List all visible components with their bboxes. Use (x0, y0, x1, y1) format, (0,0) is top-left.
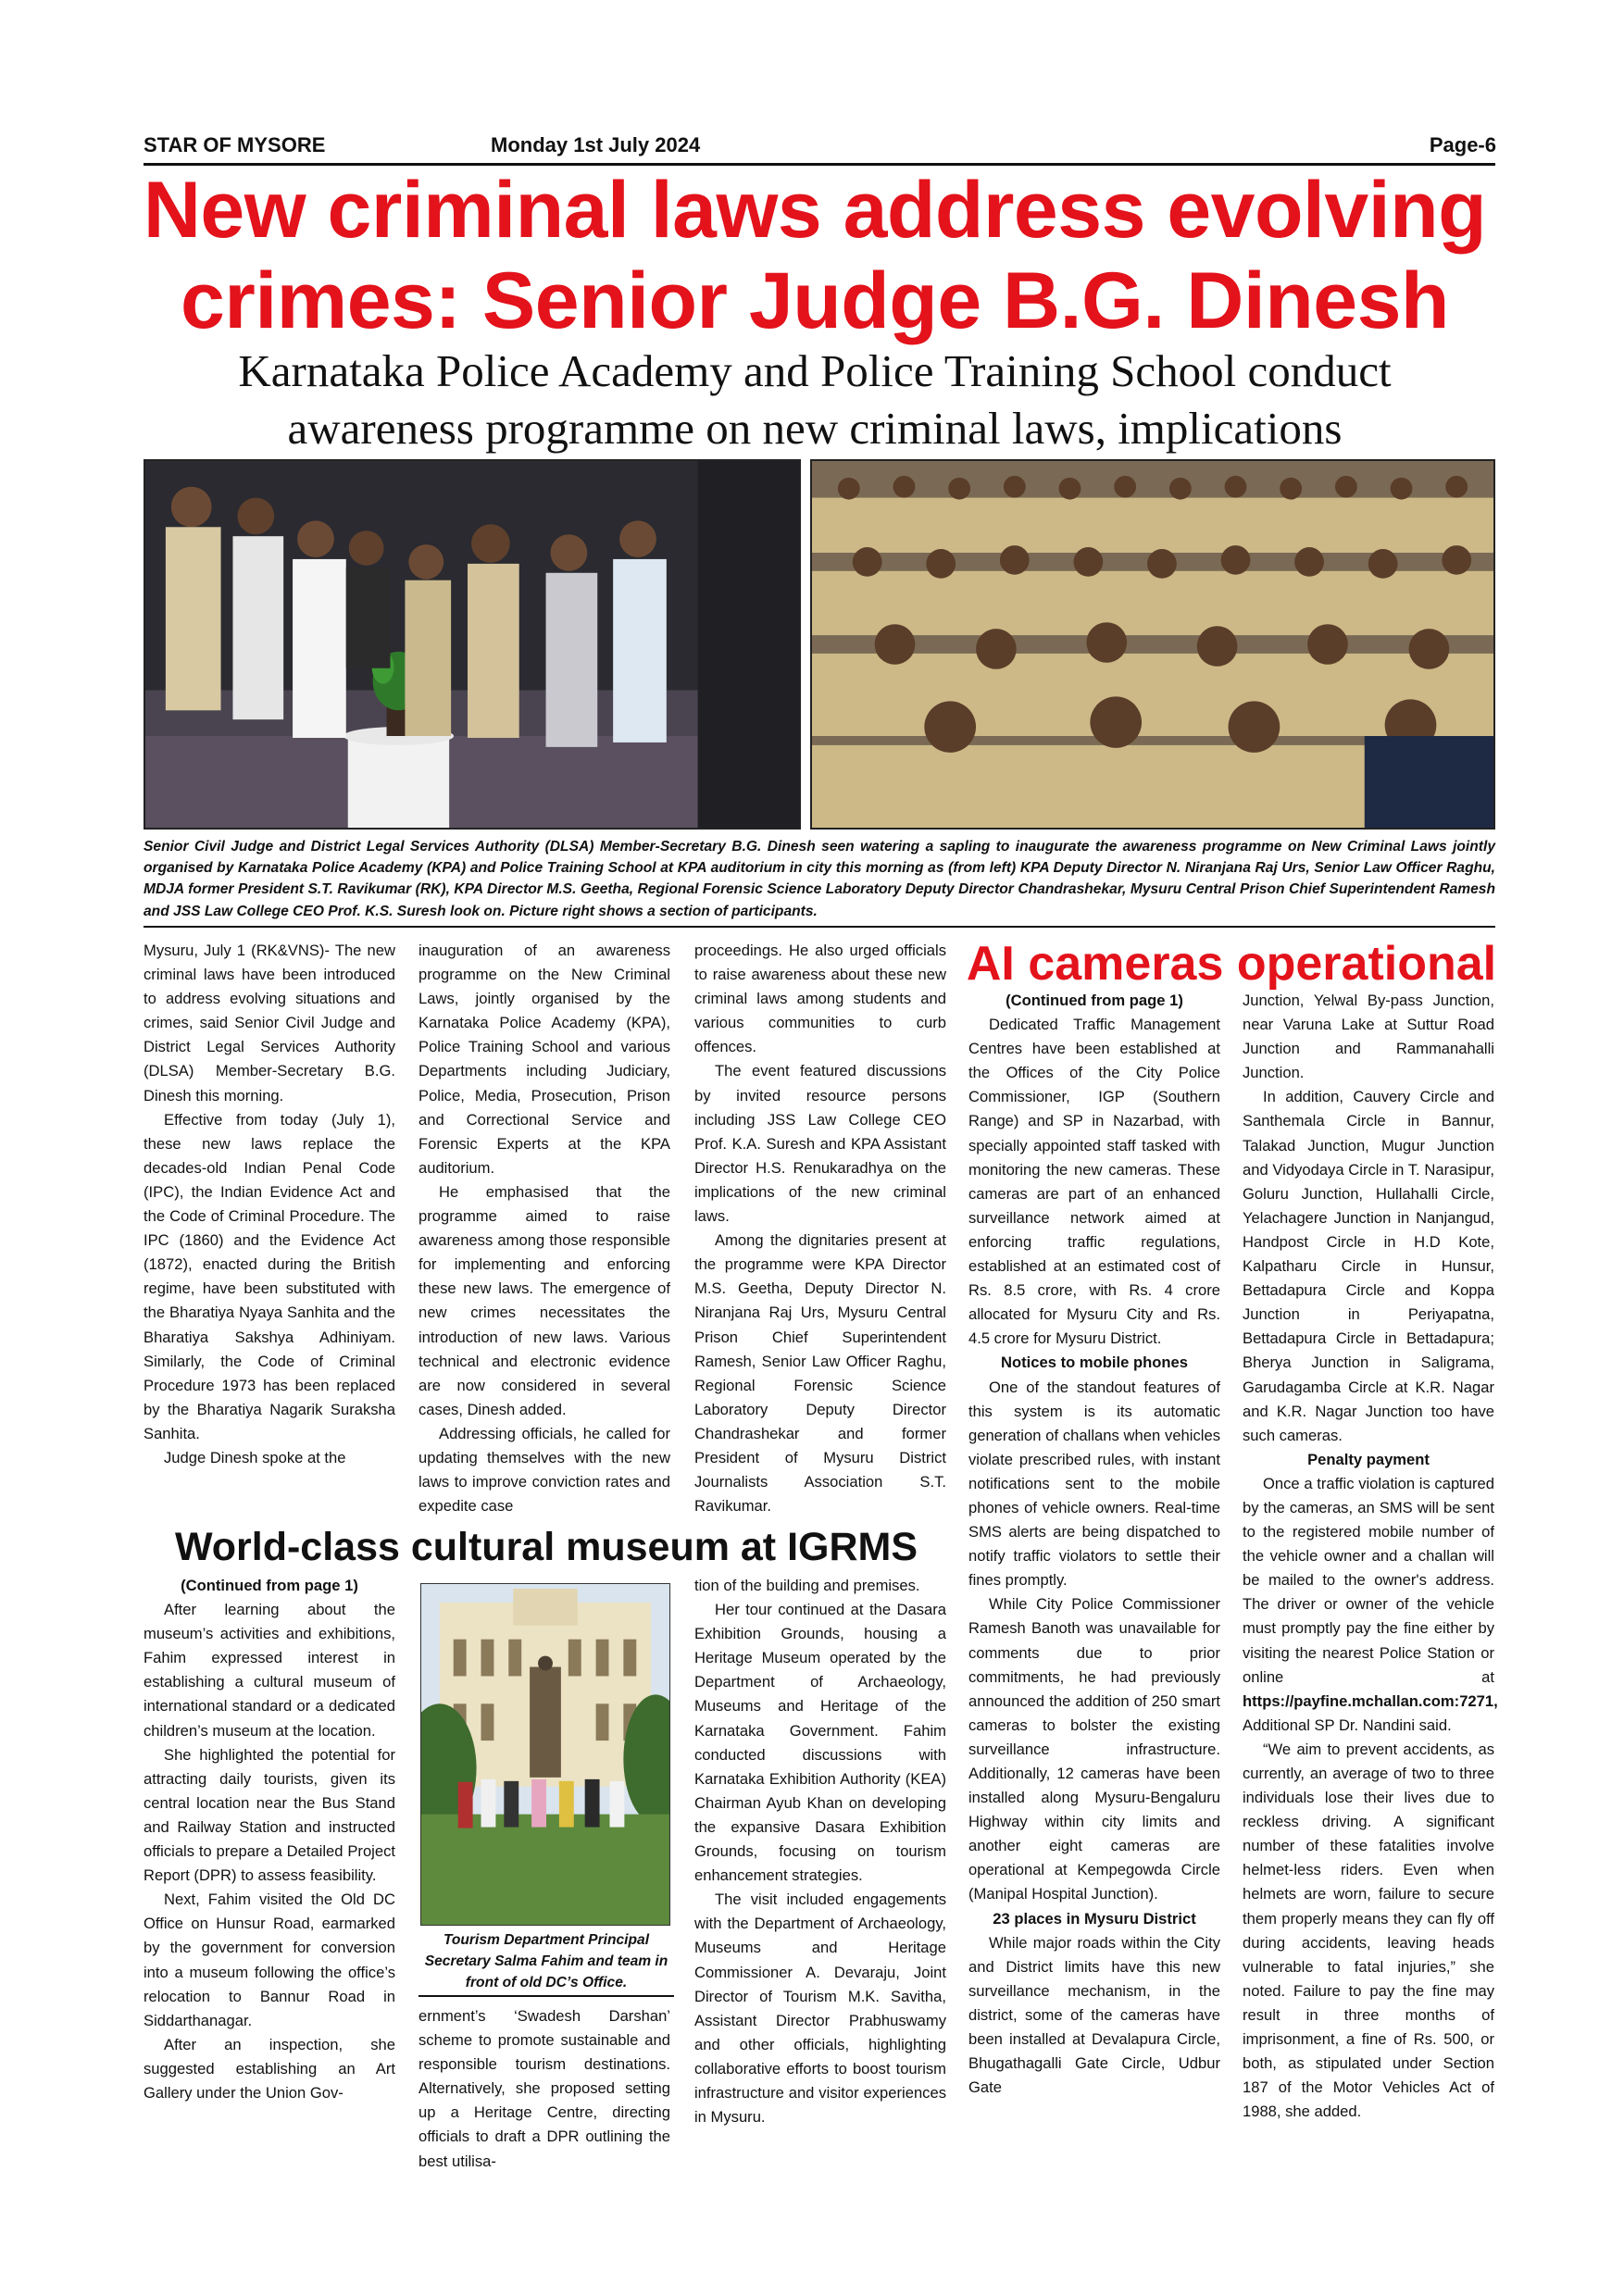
laws-col1-para1: Mysuru, July 1 (RK&VNS)- The new criminal laws have been introduced to address evolving situations and crimes, said Senior Civil Judge and District Legal Services Authority (DLSA) Member-Secretary B.G. Dinesh this morning. (144, 942, 395, 1104)
laws-article-col2 (418, 939, 670, 1518)
main-headline (130, 165, 1500, 346)
masthead-date: Monday 1st July 2024 (491, 133, 701, 156)
ai-col1-para4: While major roads within the City and District limits have this new surveillance mechanism, in the district, some of the cameras have been installed at Devalapura Circle, Bhugathagalli Gate Circle, Udbur Gate (968, 1933, 1220, 2097)
masthead-paper-name: STAR OF MYSORE (144, 133, 326, 156)
laws-col2-para2: He emphasised that the programme aimed to raise awareness among those responsible for implementing and enforcing these new laws. The emergence of new crimes necessitates the introduction of new laws. Various technical and electronic evidence are now considered in several cases, Dinesh added. (418, 1182, 670, 1418)
main-headline-line1: New criminal laws address evolving (143, 166, 1487, 255)
ai-col2-para4: “We aim to prevent accidents, as currently, an average of two to three individuals lose their lives due to reckless driving. A significant number of these fatalities involve helmet-less riders. Even when helmets are worn, failure to secure them properly means they can fly off during accidents, leaving heads vulnerable to fatal injuries,” she noted. Failure to pay the fine may result in three months of imprisonment, a fine of Rs. 500, or both, as stipulated under Section 187 of the Motor Vehicles Act of 1988, she added. (1243, 1740, 1494, 2121)
laws-article-col3 (694, 939, 946, 1518)
laws-col2-para1: inauguration of an awareness programme on the New Criminal Laws, jointly organised by the Karnataka Police Academy (KPA), Police Training School and various Departments including Judiciary, Police, Media, Prosecution, Prison and Correctional Service and Forensic Experts at the KPA auditorium. (418, 942, 670, 1177)
ai-continued-label: (Continued from page 1) (1006, 992, 1183, 1009)
laws-col1-para2: Effective from today (July 1), these new laws replace the decades-old Indian Penal Code (IPC), the Indian Evidence Act and the Code of Criminal Procedure. The IPC (1860) and the Evidence Act (1872), enacted during the British regime, have been substituted with the Bharatiya Nyaya Sanhita and the Bharatiya Sakshya Adhiniyam. Similarly, the Code of Criminal Procedure 1973 has been replaced by the Bharatiya Nagarik Suraksha Sanhita. (144, 1110, 395, 1442)
ai-subhead-places: 23 places in Mysuru District (993, 1909, 1196, 1928)
museum-col3-para1: tion of the building and premises. (694, 1577, 920, 1594)
ai-col1-para1: Dedicated Traffic Management Centres have been established at the Offices of the City Police Commissioner, IGP (Southern Range) and SP in Nazarbad, with specially appointed staff tasked with monitoring the new cameras. These cameras are part of an enhanced surveillance network aimed at enforcing traffic regulations, established at an estimated cost of Rs. 8.5 crore, with Rs. 4 crore allocated for Mysuru City and Rs. 4.5 crore for Mysuru District. (968, 1016, 1220, 1348)
subheadline-line1: Karnataka Police Academy and Police Training School conduct (238, 345, 1392, 396)
masthead-page-number: Page-6 (1429, 133, 1496, 156)
laws-col1-para3: Judge Dinesh spoke at the (164, 1448, 346, 1466)
photo-old-dc-office (420, 1583, 670, 1926)
museum-article-col1 (144, 1574, 395, 2105)
ai-col1-para2: One of the standout features of this system is its automatic generation of challans when vehicles violate prescribed rules, with instant notifications sent to the mobile phones of vehicle owners. Real-time SMS alerts are being dispatched to notify traffic violators to settle their fines promptly. (968, 1378, 1220, 1590)
ai-subhead-notices: Notices to mobile phones (1001, 1354, 1188, 1372)
museum-col1-para3: Next, Fahim visited the Old DC Office on Hunsur Road, earmarked by the government for conversion into a museum following the office’s relocation to Bannur Road in Siddarthanagar. (144, 1890, 395, 2029)
museum-col1-para1: After learning about the museum’s activities and exhibitions, Fahim expressed interest in establishing a cultural museum of international standard or a dedicated children’s museum at the location. (144, 1601, 395, 1740)
laws-col3-para3: Among the dignitaries present at the programme were KPA Director M.S. Geetha, Deputy Director N. Niranjana Raj Urs, Mysuru Central Prison Chief Superintendent Ramesh, Senior Law Officer Raghu, Regional Forensic Science Laboratory Deputy Director Chandrashekar and former President of Mysuru District Journalists Association S.T. Ravikumar. (694, 1231, 946, 1516)
ai-article-col1 (968, 989, 1220, 2100)
museum-col3-para3: The visit included engagements with the Department of Archaeology, Museums and Heritage Commissioner A. Devaraju, Joint Director of Tourism M.K. Savitha, Assistant Director Prabhuswamy and other officials, highlighting collaborative efforts to boost tourism infrastructure and visitor experiences in Mysuru. (694, 1890, 946, 2127)
laws-col3-para2: The event featured discussions by invited resource persons including JSS Law College CEO Prof. K.A. Suresh and KPA Assistant Director H.S. Renukaradhya on the implications of the new criminal laws. (694, 1062, 946, 1226)
ai-cameras-headline: AI cameras operational (966, 937, 1497, 991)
laws-col3-para1: proceedings. He also urged officials to raise awareness about these new criminal laws among students and various communities to curb offences. (694, 942, 946, 1056)
museum-col1-para2: She highlighted the potential for attracting daily tourists, given its central location near the Bus Stand and Railway Station and instructed officials to prepare a Detailed Project Report (DPR) to assess feasibility. (144, 1745, 395, 1885)
ai-col1-para3: While City Police Commissioner Ramesh Banoth was unavailable for comments due to prior commitments, he had previously announced the addition of 250 smart cameras to bolster the existing surveillance infrastructure. Additionally, 12 cameras have been installed along Mysuru-Bengaluru Highway within city limits and another eight cameras are operational at Kempegowda Circle (Manipal Hospital Junction). (968, 1595, 1220, 1903)
ai-col2-para2: In addition, Cauvery Circle and Santhemala Circle in Bannur, Talakad Junction, Mugur Junction and Vidyodaya Circle in T. Narasipur, Goluru Junction, Hullahalli Circle, Yelachagere Junction in Nanjangud, Handpost Circle in H.D Kote, Kalpatharu Circle in Hunsur, Bettadapura Circle and Koppa Junction in Periyapatna, Bettadapura Circle in Bettadapura; Bherya Junction in Saligrama, Garudagamba Circle at K.R. Nagar and K.R. Nagar Junction too have such cameras. (1243, 1088, 1494, 1444)
museum-headline: World-class cultural museum at IGRMS (174, 1525, 918, 1569)
museum-article-col2 (418, 2004, 670, 2174)
payfine-link[interactable]: https://payfine.mchallan.com:7271, (1243, 1691, 1498, 1710)
photo-caption: Senior Civil Judge and District Legal Services Authority (DLSA) Member-Secretary B.G. Dinesh seen watering a sapling to inaugurate the awareness programme on New Criminal Laws jointly organised by Karnataka Police Academy (KPA) and Police Training School at KPA auditorium in city this morning as (from left) KPA Deputy Director N. Niranjana Raj Urs, Senior Law Officer Raghu, MDJA former President S.T. Ravikumar (RK), KPA Director M.S. Geetha, Regional Forensic Science Laboratory Deputy Director Chandrashekar, Mysuru Central Prison Chief Superintendent Ramesh and JSS Law College CEO Prof. K.S. Suresh look on. Picture right shows a section of participants. (144, 839, 1495, 919)
ai-article-col2 (1243, 989, 1498, 2124)
laws-article-col1 (144, 939, 395, 1470)
museum-col3-para2: Her tour continued at the Dasara Exhibition Grounds, housing a Heritage Museum operated by the Department of Archaeology, Museums and Heritage of the Karnataka Government. Fahim conducted discussions with Karnataka Exhibition Authority (KEA) Chairman Ayub Khan on developing the expansive Dasara Exhibition Grounds, focusing on tourism enhancement strategies. (694, 1601, 946, 1885)
museum-caption-rule (418, 1995, 674, 1997)
museum-article-col3 (694, 1574, 946, 2129)
ai-col2-para3-tail: Additional SP Dr. Nandini said. (1243, 1716, 1452, 1734)
ai-col2-para3-text: Once a traffic violation is captured by the cameras, an SMS will be sent to the registered mobile number of the vehicle owner and a challan will be mailed to the owner's address. The driver or owner of the vehicle must promptly pay the fine either by visiting the nearest Police Station or online at (1243, 1474, 1494, 1686)
museum-col1-para4: After an inspection, she suggested establishing an Art Gallery under the Union Gov- (144, 2035, 395, 2102)
museum-photo-caption: Tourism Department Principal Secretary Salma Fahim and team in front of old DC’s Office. (424, 1932, 668, 1990)
museum-continued-label: (Continued from page 1) (181, 1577, 358, 1594)
laws-col2-para3: Addressing officials, he called for updating themselves with the new laws to improve conviction rates and expedite case (418, 1424, 670, 1516)
subheadline (130, 343, 1500, 457)
caption-rule (144, 926, 1495, 928)
museum-col2-para1: ernment’s ‘Swadesh Darshan’ scheme to promote sustainable and responsible tourism destinations. Alternatively, she proposed setting up a Heritage Centre, directing officials to draft a DPR outlining the best utilisa- (418, 2007, 670, 2170)
subheadline-line2: awareness programme on new criminal laws, implications (287, 403, 1343, 454)
main-headline-line2: crimes: Senior Judge B.G. Dinesh (181, 256, 1449, 345)
ai-col2-para3 (1243, 1472, 1498, 1738)
photo-participants (810, 459, 1495, 830)
ai-subhead-penalty: Penalty payment (1307, 1450, 1430, 1468)
photo-dignitaries-sapling (144, 459, 801, 830)
ai-col2-para1: Junction, Yelwal By-pass Junction, near Varuna Lake at Suttur Road Junction and Rammanahalli Junction. (1243, 992, 1494, 1082)
